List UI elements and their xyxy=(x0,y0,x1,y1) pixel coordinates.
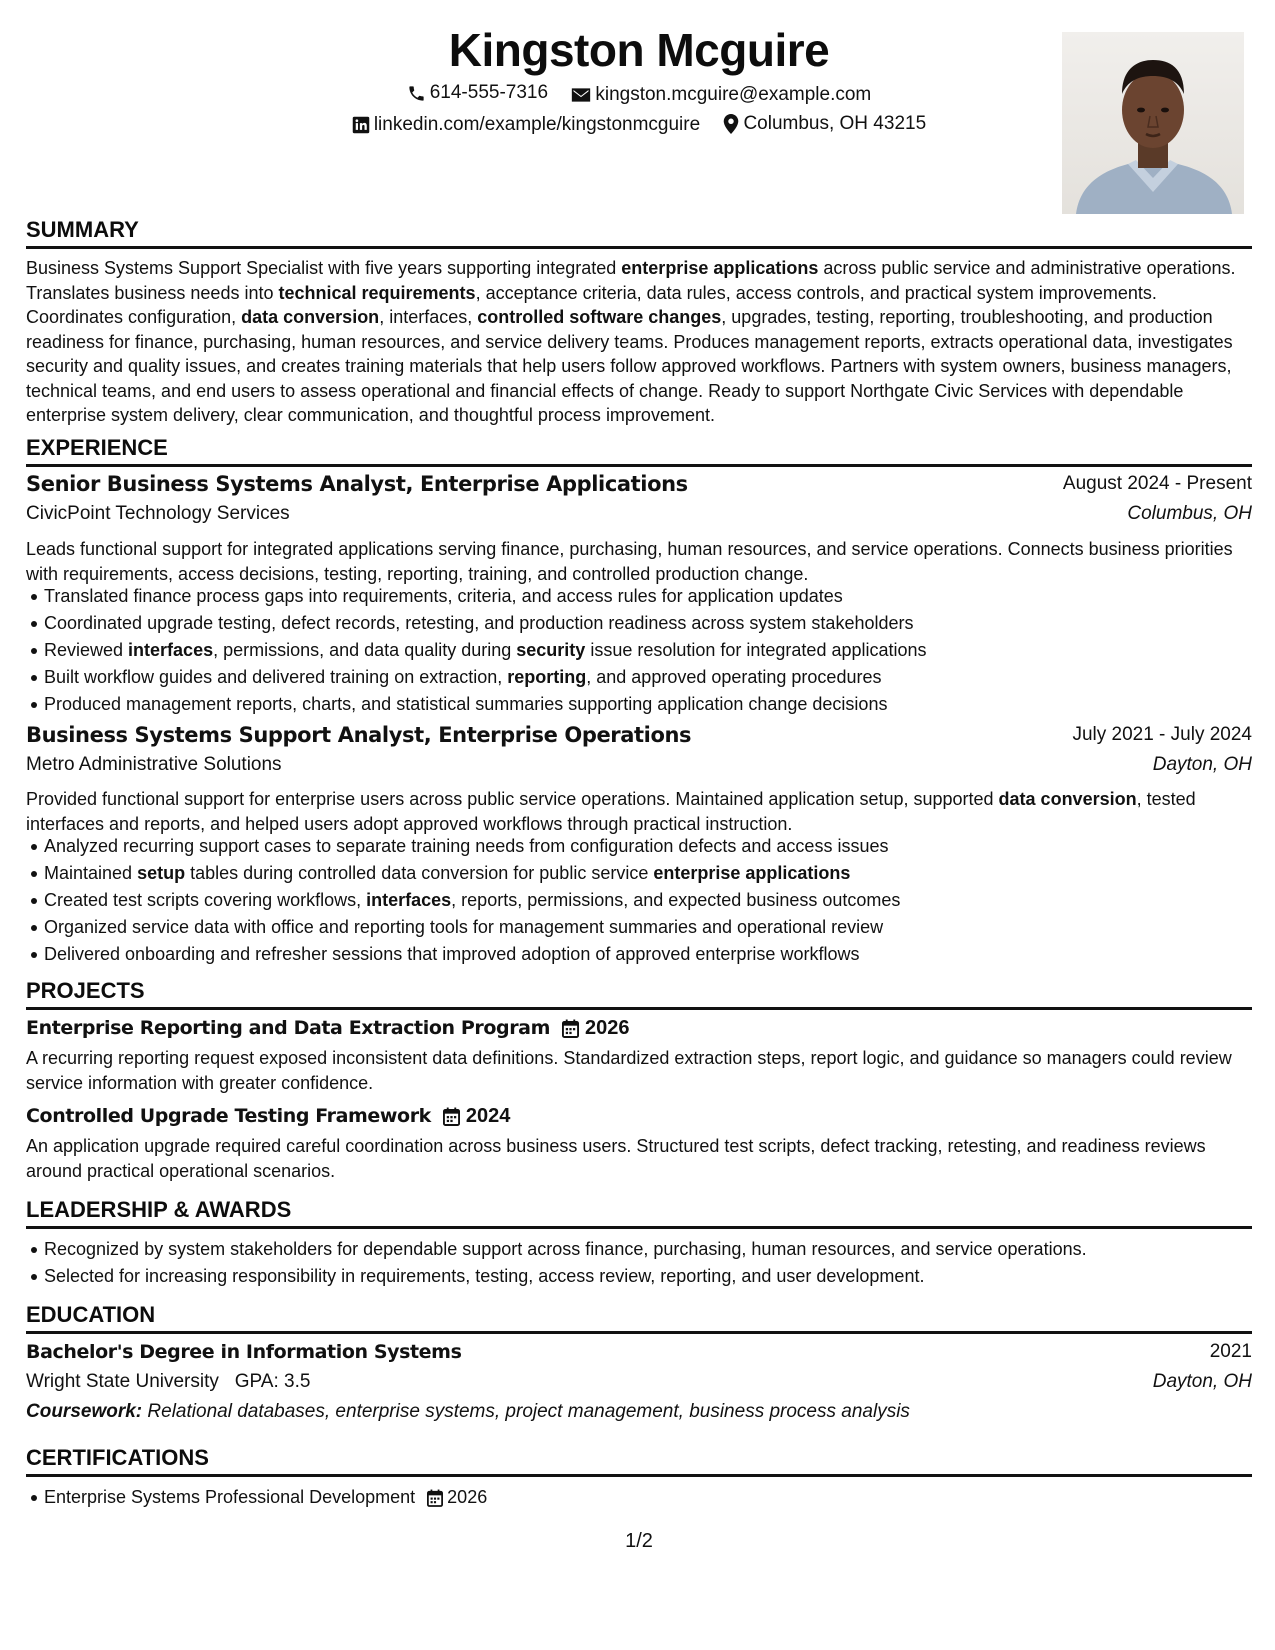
job-bullets xyxy=(26,583,1252,718)
school-line xyxy=(26,1369,310,1395)
list-item: Maintained setup tables during controlled data conversion for public service enterprise applications xyxy=(26,860,1252,887)
job-location: Dayton, OH xyxy=(1152,754,1252,775)
linkedin-item[interactable] xyxy=(352,113,700,137)
map-pin-icon xyxy=(723,114,739,134)
certifications-list xyxy=(26,1484,1252,1511)
certification-name: Enterprise Systems Professional Development xyxy=(44,1487,416,1507)
list-item: Organized service data with office and reporting tools for management summaries and operational review xyxy=(26,914,1252,941)
project-title: Enterprise Reporting and Data Extraction Program 2026 xyxy=(26,1017,630,1039)
coursework-label: Coursework: xyxy=(26,1401,143,1422)
email-text[interactable]: kingston.mcguire@example.com xyxy=(595,83,872,105)
phone-text: 614-555-7316 xyxy=(429,82,549,103)
list-item: Coordinated upgrade testing, defect records, retesting, and production readiness across system stakeholders xyxy=(26,610,1252,637)
school-location: Dayton, OH xyxy=(1152,1371,1252,1392)
degree-title: Bachelor's Degree in Information Systems xyxy=(26,1341,462,1363)
project-year: 2024 xyxy=(465,1105,511,1127)
job-company: CivicPoint Technology Services xyxy=(26,503,290,524)
job-title: Business Systems Support Analyst, Enterprise Operations xyxy=(26,723,692,747)
profile-photo xyxy=(1062,32,1244,214)
leadership-heading: LEADERSHIP & AWARDS xyxy=(26,1197,1252,1229)
list-item: Selected for increasing responsibility in requirements, testing, access review, reporting, and user development. xyxy=(26,1263,1252,1290)
list-item: Created test scripts covering workflows, interfaces, reports, permissions, and expected business outcomes xyxy=(26,887,1252,914)
envelope-icon xyxy=(571,87,591,103)
portrait-image xyxy=(1062,32,1244,214)
job-bullets xyxy=(26,833,1252,968)
phone-icon xyxy=(407,84,426,103)
job-dates: August 2024 - Present xyxy=(1062,473,1252,494)
projects-heading: PROJECTS xyxy=(26,978,1252,1010)
project-year: 2026 xyxy=(585,1017,630,1039)
list-item: Translated finance process gaps into requirements, criteria, and access rules for application updates xyxy=(26,583,1252,610)
project-description: An application upgrade required careful coordination across business users. Structured test scripts, defect tracking, retesting, and readiness reviews around practical operational scenarios. xyxy=(26,1136,1206,1181)
resume-page xyxy=(26,0,1252,1650)
job-company: Metro Administrative Solutions xyxy=(26,754,282,775)
calendar-icon xyxy=(427,1489,443,1507)
education-heading: EDUCATION xyxy=(26,1302,1252,1334)
project-title: Controlled Upgrade Testing Framework 2024 xyxy=(26,1105,511,1127)
calendar-icon xyxy=(443,1107,460,1126)
list-item xyxy=(26,1484,1252,1511)
list-item: Built workflow guides and delivered training on extraction, reporting, and approved operating procedures xyxy=(26,664,1252,691)
school-name: Wright State University xyxy=(26,1371,219,1392)
location-item xyxy=(723,112,926,136)
linkedin-text[interactable]: linkedin.com/example/kingstonmcguire xyxy=(373,114,701,135)
job-dates: July 2021 - July 2024 xyxy=(1072,724,1252,745)
job-description: Provided functional support for enterprise users across public service operations. Maintained application setup, supported data conversion, tested interfaces and reports, and helped users adopt approved workflows through practical instruction. xyxy=(26,789,1196,834)
candidate-name: Kingston Mcguire xyxy=(448,24,830,76)
page-number: 1/2 xyxy=(625,1530,653,1552)
job-title: Senior Business Systems Analyst, Enterprise Applications xyxy=(26,472,688,496)
linkedin-icon xyxy=(352,116,370,134)
gpa: GPA: 3.5 xyxy=(234,1371,311,1392)
certifications-heading: CERTIFICATIONS xyxy=(26,1445,1252,1477)
list-item: Delivered onboarding and refresher sessions that improved adoption of approved enterprise workflows xyxy=(26,941,1252,968)
job-location: Columbus, OH xyxy=(1127,503,1252,524)
summary-text: Business Systems Support Specialist with five years supporting integrated enterprise applications across public service and administrative operations. Translates business needs into technical requirements, acceptance criteria, data rules, access controls, and practical system improvements. Coordinates configuration, data conversion, interfaces, controlled software changes, upgrades, testing, reporting, troubleshooting, and production readiness for finance, purchasing, human resources, and service delivery teams. Produces management reports, extracts operational data, investigates security and quality issues, and creates training materials that help users follow approved workflows. Partners with system owners, business managers, technical teams, and end users to assess operational and financial effects of change. Ready to support Northgate Civic Services with dependable enterprise system delivery, clear communication, and thoughtful process improvement. xyxy=(26,258,1236,425)
job-description: Leads functional support for integrated applications serving finance, purchasing, human resources, and service operations. Connects business priorities with requirements, access decisions, testing, reporting, training, and controlled production change. xyxy=(26,539,1233,584)
list-item: Produced management reports, charts, and statistical summaries supporting application change decisions xyxy=(26,691,1252,718)
list-item: Reviewed interfaces, permissions, and data quality during security issue resolution for integrated applications xyxy=(26,637,1252,664)
email-item[interactable] xyxy=(571,83,871,107)
list-item: Recognized by system stakeholders for dependable support across finance, purchasing, human resources, and service operations. xyxy=(26,1236,1252,1263)
calendar-icon xyxy=(562,1019,579,1038)
list-item: Analyzed recurring support cases to separate training needs from configuration defects and access issues xyxy=(26,833,1252,860)
phone-item xyxy=(407,81,548,105)
leadership-list xyxy=(26,1236,1252,1290)
summary-heading: SUMMARY xyxy=(26,217,1252,249)
coursework: Coursework: Relational databases, enterprise systems, project management, business process analysis xyxy=(26,1401,910,1422)
location-text: Columbus, OH 43215 xyxy=(743,113,927,134)
experience-heading: EXPERIENCE xyxy=(26,435,1252,467)
project-description: A recurring reporting request exposed inconsistent data definitions. Standardized extraction steps, report logic, and guidance so managers could review service information with greater confidence. xyxy=(26,1048,1232,1093)
graduation-year: 2021 xyxy=(1209,1341,1252,1362)
certification-year: 2026 xyxy=(447,1487,488,1507)
